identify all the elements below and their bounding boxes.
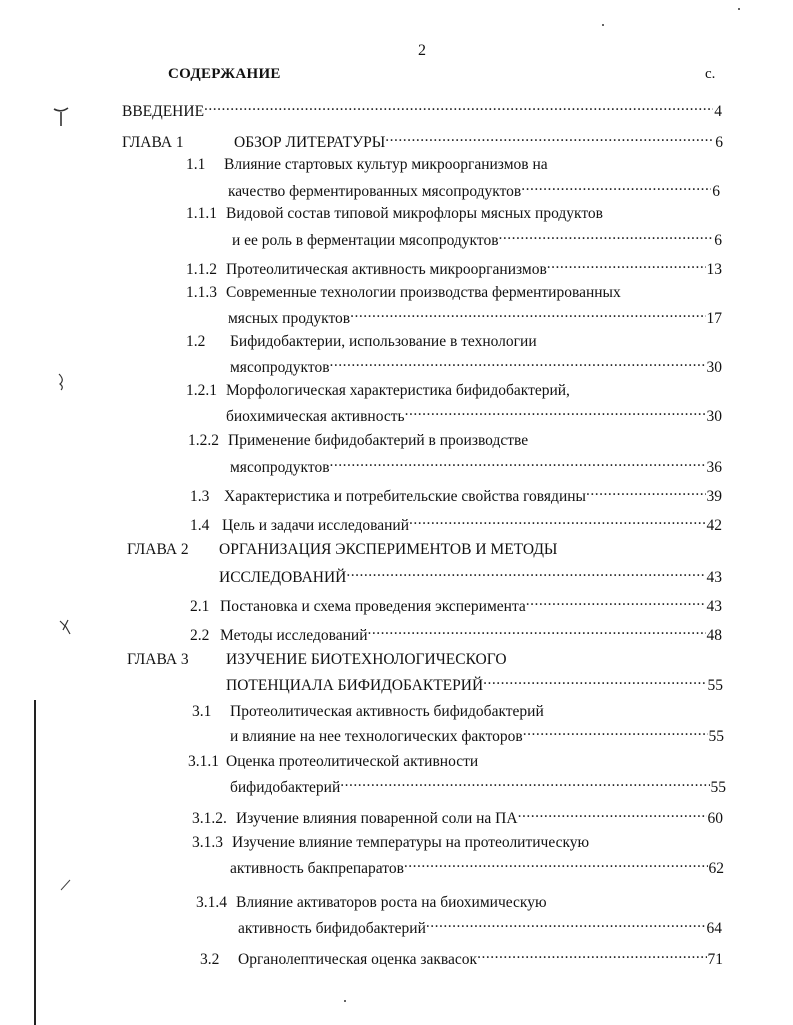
toc-entry-number: ГЛАВА 3 (127, 651, 189, 668)
toc-entry-page: 4 (714, 103, 722, 120)
toc-entry-2-1 (190, 591, 722, 617)
toc-entry-number: 3.1 (192, 703, 212, 720)
toc-entry-number: 3.1.4 (196, 894, 227, 911)
toc-entry-title-line2: активность бакпрепаратов (230, 860, 404, 877)
toc-entry-3-1-2 (192, 803, 723, 829)
toc-entry-page: 42 (706, 517, 722, 534)
toc-entry-title: Цель и задачи исследований (222, 517, 410, 534)
toc-entry-page: 43 (706, 569, 722, 586)
toc-entry-introduction (122, 96, 722, 122)
toc-entry-number: 1.1.1 (186, 205, 217, 222)
toc-entry-1-1-3-line2 (228, 303, 722, 329)
toc-entry-title-line2: и влияние на нее технологических факторов (230, 728, 523, 745)
pencil-mark (52, 106, 70, 128)
toc-entry-page: 60 (707, 810, 723, 827)
toc-entry-number: 2.1 (190, 598, 210, 615)
toc-entry-page: 17 (706, 310, 722, 327)
toc-entry-number: 1.2 (186, 333, 206, 350)
dot-leader (477, 944, 706, 964)
dot-leader (521, 176, 711, 196)
toc-entry-chapter-1 (122, 127, 723, 153)
toc-entry-title-line2: качество ферментированных мясопродуктов (228, 183, 522, 200)
dot-leader (405, 401, 706, 421)
toc-entry-number: 3.1.3 (192, 834, 223, 851)
toc-entry-page: 55 (708, 728, 724, 745)
toc-entry-number: ГЛАВА 1 (122, 134, 184, 151)
toc-entry-page: 71 (707, 951, 723, 968)
toc-entry-page: 43 (706, 598, 722, 615)
toc-entry-title: Характеристика и потребительские свойства говядины (224, 488, 586, 505)
toc-entry-page: 6 (714, 232, 722, 249)
toc-entry-1-2-2-line2 (230, 452, 722, 478)
toc-entry-3-1-3-line2 (230, 853, 724, 879)
toc-entry-3-1-1-line2 (230, 772, 726, 798)
dot-leader (346, 562, 705, 582)
toc-entry-title: Постановка и схема проведения эксперимента (220, 598, 526, 615)
dot-leader (385, 127, 714, 147)
toc-entry-number: 3.1.1 (188, 753, 219, 770)
toc-entry-page: 30 (706, 359, 722, 376)
toc-entry-3-2 (200, 944, 723, 970)
toc-entry-1-1-line2 (228, 176, 720, 202)
toc-entry-page: 36 (706, 459, 722, 476)
toc-entry-1-3 (190, 481, 722, 507)
toc-entry-3-1-1 (188, 752, 708, 772)
toc-entry-2-2 (190, 620, 722, 646)
dot-leader (518, 803, 707, 823)
toc-entry-title-line2: ИССЛЕДОВАНИЙ (219, 569, 347, 586)
toc-entry-page: 13 (706, 261, 722, 278)
toc-entry-number: 1.3 (190, 488, 210, 505)
toc-entry-3-1-3 (192, 833, 712, 853)
toc-entry-title-line2: мясопродуктов (230, 459, 330, 476)
toc-entry-1-1-1-line2 (232, 225, 722, 251)
toc-entry-1-2-line2 (230, 352, 722, 378)
toc-entry-title: ВВЕДЕНИЕ (122, 103, 205, 120)
toc-entry-title-line2: активность бифидобактерий (238, 920, 426, 937)
toc-entry-title: Изучение влияния поваренной соли на ПА (236, 810, 518, 827)
dot-leader (340, 772, 709, 792)
toc-entry-title: ОБЗОР ЛИТЕРАТУРЫ (234, 134, 386, 151)
dot-leader (330, 452, 706, 472)
toc-entry-title: Влияние стартовых культур микроорганизмов на (224, 156, 548, 173)
toc-entry-number: 1.4 (190, 517, 210, 534)
toc-title: СОДЕРЖАНИЕ (168, 66, 281, 82)
toc-entry-3-1-line2 (230, 721, 724, 747)
toc-entry-chapter-2 (127, 540, 687, 560)
toc-entry-3-1 (192, 702, 712, 722)
pencil-mark (58, 878, 72, 892)
toc-entry-1-1-2 (186, 254, 722, 280)
toc-entry-1-2-1-line2 (226, 401, 722, 427)
toc-entry-page: 64 (706, 920, 722, 937)
pencil-mark (56, 372, 68, 392)
page-column-label: с. (705, 66, 716, 82)
toc-entry-title: Применение бифидобактерий в производстве (228, 432, 529, 449)
toc-entry-page: 55 (710, 779, 726, 796)
dot-leader (409, 510, 705, 530)
toc-entry-number: 3.2 (200, 951, 220, 968)
toc-entry-page: 30 (706, 408, 722, 425)
toc-entry-page: 39 (706, 488, 722, 505)
toc-entry-1-2-1 (186, 381, 706, 401)
toc-entry-title-line2: бифидобактерий (230, 779, 341, 796)
toc-entry-title-line2: ПОТЕНЦИАЛА БИФИДОБАКТЕРИЙ (226, 677, 484, 694)
toc-entry-number: 1.1.2 (186, 261, 217, 278)
toc-entry-title: Протеолитическая активность микроорганизмов (226, 261, 547, 278)
toc-entry-title: Влияние активаторов роста на биохимическую (236, 894, 547, 911)
dot-leader (204, 96, 713, 116)
toc-entry-1-1-1 (186, 204, 706, 224)
dot-leader (547, 254, 706, 274)
toc-entry-title: Бифидобактерии, использование в технологии (230, 333, 537, 350)
toc-entry-3-1-4 (196, 893, 716, 913)
toc-entry-title-line2: мясных продуктов (228, 310, 351, 327)
toc-entry-3-1-4-line2 (238, 913, 722, 939)
toc-entry-1-2 (186, 332, 706, 352)
dot-leader (483, 670, 706, 690)
dot-leader (404, 853, 708, 873)
toc-entry-number: 1.1 (186, 156, 206, 173)
toc-entry-page: 6 (712, 183, 720, 200)
toc-entry-1-2-2 (188, 431, 708, 451)
toc-entry-chapter-3 (127, 650, 687, 670)
toc-entry-page: 6 (715, 134, 723, 151)
toc-entry-title: Изучение влияние температуры на протеолитическую (232, 834, 590, 851)
page-number: 2 (418, 42, 426, 59)
toc-entry-title: Органолептическая оценка заквасок (238, 951, 478, 968)
toc-entry-1-4 (190, 510, 722, 536)
toc-entry-page: 48 (706, 627, 722, 644)
toc-entry-title-line2: биохимическая активность (226, 408, 405, 425)
dot-leader (426, 913, 706, 933)
scan-speck (344, 1000, 346, 1002)
dot-leader (330, 352, 706, 372)
toc-entry-title: Оценка протеолитической активности (226, 753, 479, 770)
toc-entry-number: 2.2 (190, 627, 210, 644)
toc-entry-chapter-3-line2 (226, 670, 723, 696)
scan-speck (602, 24, 604, 26)
dot-leader (350, 303, 705, 323)
toc-entry-page: 62 (708, 860, 724, 877)
dot-leader (526, 591, 706, 611)
toc-entry-title: ОРГАНИЗАЦИЯ ЭКСПЕРИМЕНТОВ И МЕТОДЫ (219, 541, 558, 558)
dot-leader (523, 721, 708, 741)
toc-entry-number: 3.1.2. (192, 810, 227, 827)
toc-entry-number: 1.1.3 (186, 284, 217, 301)
dot-leader (368, 620, 706, 640)
toc-entry-1-1-3 (186, 283, 706, 303)
toc-entry-title: Видовой состав типовой микрофлоры мясных продуктов (226, 205, 603, 222)
toc-entry-title: Морфологическая характеристика бифидобактерий, (226, 382, 570, 399)
toc-entry-title-line2: и ее роль в ферментации мясопродуктов (232, 232, 499, 249)
dot-leader (499, 225, 714, 245)
toc-entry-title: Современные технологии производства ферментированных (226, 284, 621, 301)
toc-entry-title-line2: мясопродуктов (230, 359, 330, 376)
toc-entry-number: 1.2.1 (186, 382, 217, 399)
toc-entry-title: Протеолитическая активность бифидобактерий (230, 703, 544, 720)
toc-entry-page: 55 (707, 677, 723, 694)
dot-leader (586, 481, 706, 501)
toc-entry-title: Методы исследований (220, 627, 368, 644)
toc-entry-number: ГЛАВА 2 (127, 541, 189, 558)
pencil-mark (58, 618, 72, 636)
toc-entry-number: 1.2.2 (188, 432, 219, 449)
toc-entry-title: ИЗУЧЕНИЕ БИОТЕХНОЛОГИЧЕСКОГО (226, 651, 507, 668)
toc-entry-1-1 (186, 155, 706, 175)
toc-entry-chapter-2-line2 (219, 562, 722, 588)
binding-edge (34, 700, 36, 1025)
scan-speck (738, 8, 740, 10)
